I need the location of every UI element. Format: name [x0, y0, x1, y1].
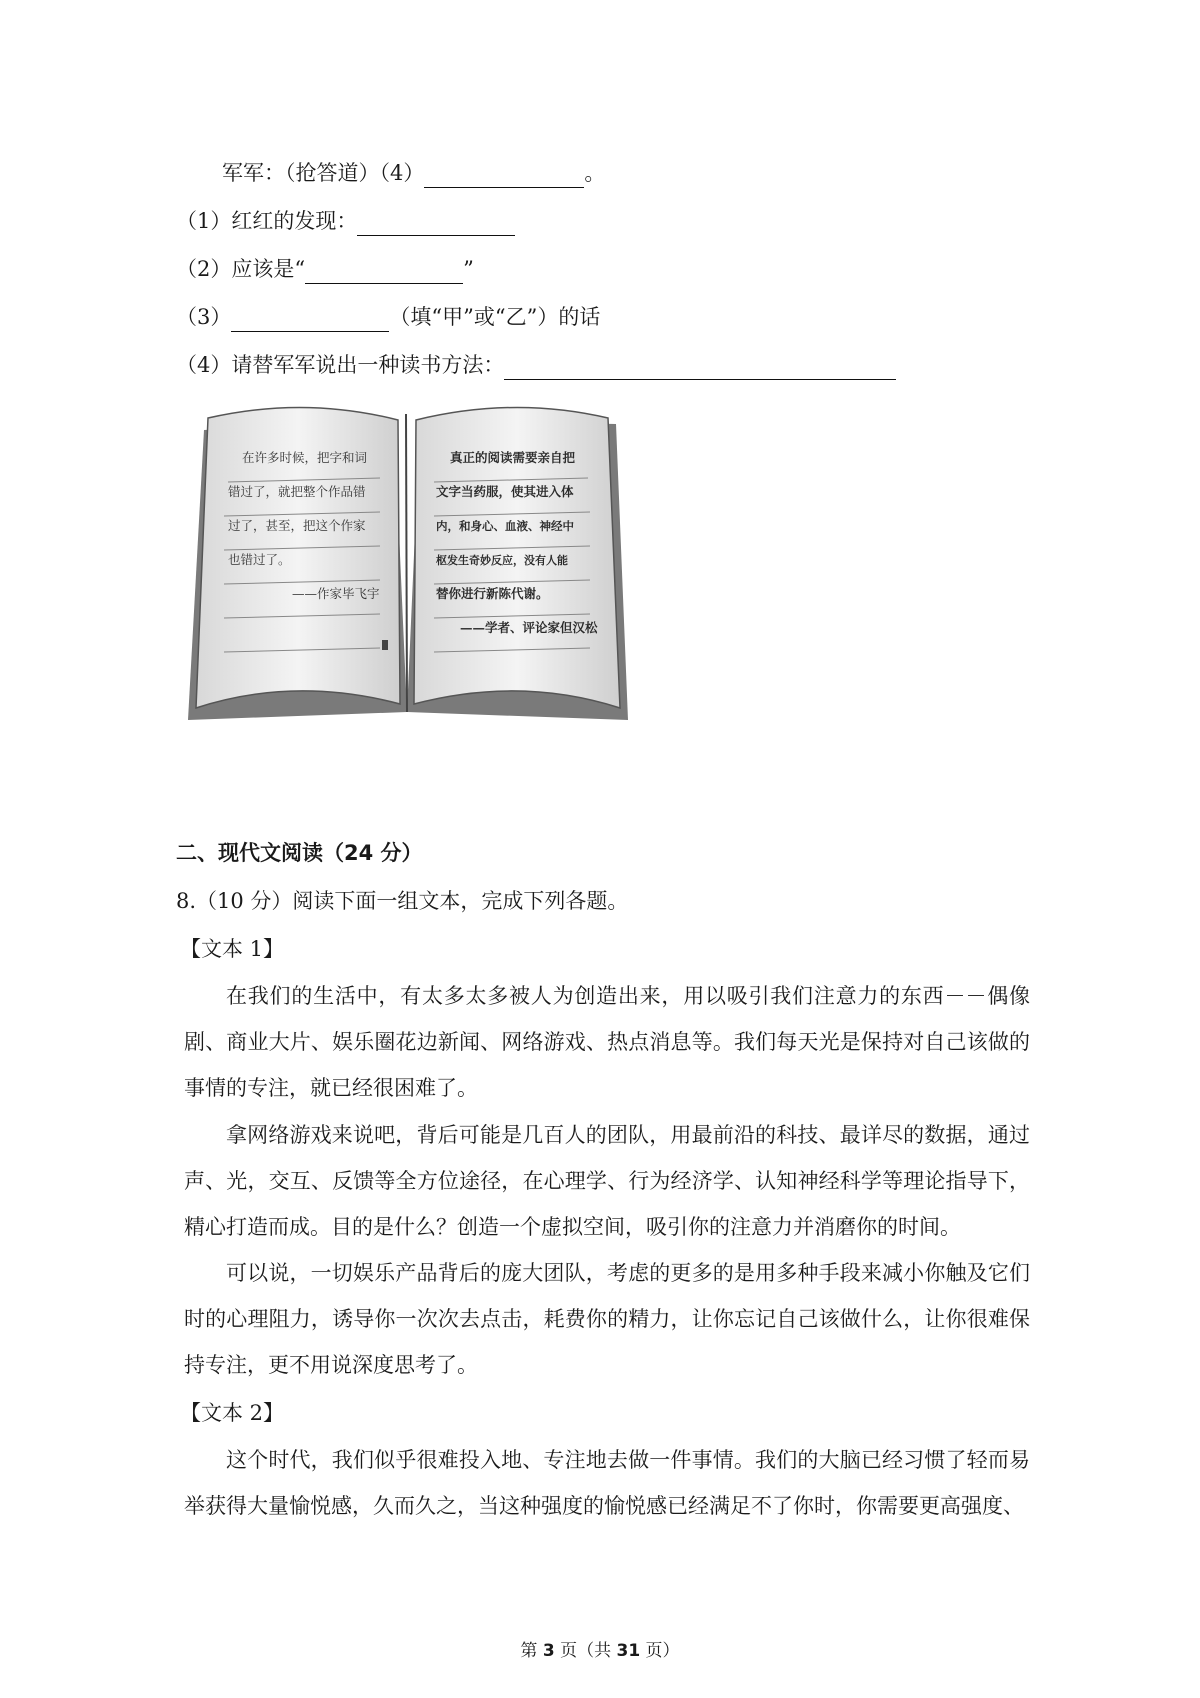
left-page-line-4: 也错过了。	[228, 552, 291, 567]
open-book-illustration	[184, 390, 630, 726]
left-page-line-3: 过了，甚至，把这个作家	[228, 518, 366, 533]
text1-paragraph-3: 可以说，一切娱乐产品背后的庞大团队，考虑的更多的是用多种手段来减小你触及它们时的心理阻力，诱导你一次次去点击，耗费你的精力，让你忘记自己该做什么，让你很难保持专注，更不用说深度思考了。	[184, 1261, 1030, 1377]
sub-question-3: （3） （填“甲”或“乙”）的话	[176, 302, 600, 332]
right-page-attribution: ——学者、评论家但汉松	[460, 620, 598, 635]
left-page-attribution: ——作家毕飞宇	[292, 586, 380, 601]
question-8: 8.（10 分）阅读下面一组文本，完成下列各题。	[176, 889, 629, 913]
right-page-line-4: 枢发生奇妙反应，没有人能	[436, 554, 568, 567]
answer-blank-sub3[interactable]	[231, 309, 389, 332]
right-page-line-5: 替你进行新陈代谢。	[436, 586, 549, 601]
right-page-line-3: 内，和身心、血液、神经中	[436, 519, 574, 533]
text2-label: 【文本 2】	[180, 1401, 285, 1425]
jun-answer-line: 军军：（抢答道）（4） 。	[222, 158, 605, 188]
sub-question-2: （2）应该是“ ”	[176, 254, 474, 284]
left-page-line-2: 错过了，就把整个作品错	[228, 484, 366, 499]
current-page-number: 3	[542, 1641, 555, 1661]
text1-label: 【文本 1】	[180, 937, 285, 961]
text2-paragraph-1: 这个时代，我们似乎很难投入地、专注地去做一件事情。我们的大脑已经习惯了轻而易举获得大量愉悦感，久而久之，当这种强度的愉悦感已经满足不了你时，你需要更高强度、	[184, 1448, 1030, 1518]
sub-question-1: （1）红红的发现：	[176, 206, 515, 236]
answer-blank-sub1[interactable]	[357, 213, 515, 236]
right-page-line-1: 真正的阅读需要亲自把	[450, 450, 576, 465]
right-page-line-2: 文字当药服，使其进入体	[436, 484, 574, 499]
page-footer: 第 3 页（共 31 页）	[520, 1641, 680, 1661]
book-spine	[406, 414, 407, 712]
sub-question-4: （4）请替军军说出一种读书方法：	[176, 350, 896, 380]
text1-paragraph-2: 拿网络游戏来说吧，背后可能是几百人的团队，用最前沿的科技、最详尽的数据，通过声、光，交互、反馈等全方位途径，在心理学、行为经济学、认知神经科学等理论指导下，精心打造而成。目的是什么？创造一个虚拟空间，吸引你的注意力并消磨你的时间。	[184, 1123, 1030, 1239]
page-mark	[382, 640, 388, 650]
answer-blank-sub2[interactable]	[305, 261, 463, 284]
total-page-number: 31	[616, 1641, 641, 1661]
section-heading: 二、现代文阅读（24 分）	[176, 841, 423, 865]
left-page-line-1: 在许多时候，把字和词	[242, 450, 368, 465]
text1-paragraph-1: 在我们的生活中，有太多太多被人为创造出来，用以吸引我们注意力的东西－－偶像剧、商业大片、娱乐圈花边新闻、网络游戏、热点消息等。我们每天光是保持对自己该做的事情的专注，就已经很困难了。	[184, 984, 1030, 1100]
answer-blank-4[interactable]	[424, 165, 584, 188]
answer-blank-sub4[interactable]	[504, 357, 896, 380]
